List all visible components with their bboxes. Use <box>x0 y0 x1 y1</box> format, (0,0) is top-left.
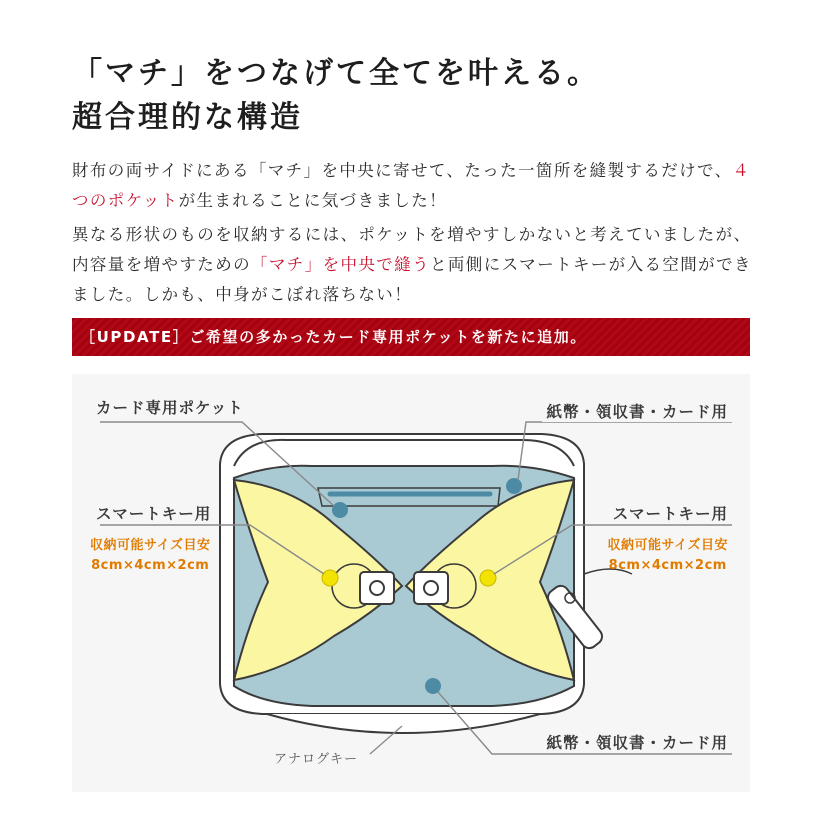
label-bills-top: 紙幣・領収書・カード用 <box>542 400 732 422</box>
size-guide-right <box>608 536 728 576</box>
wallet-structure-diagram <box>72 374 750 792</box>
label-card-pocket: カード専用ポケット <box>92 396 248 418</box>
left-smartkey-marker <box>322 570 338 586</box>
right-zipper-pull <box>414 572 448 604</box>
paragraph-2-text-a: 異なる形状のものを収納するには、ポケットを増やすしかないと考えていましたが、内容量を増やすための <box>72 225 752 274</box>
right-smartkey-marker <box>480 570 496 586</box>
paragraph-1-text-a: 財布の両サイドにある「マチ」を中央に寄せて、たった一箇所を縫製するだけで、 <box>72 161 733 180</box>
card-pocket-slot <box>318 488 500 506</box>
size-guide-right-size: 8cm×4cm×2cm <box>608 558 727 573</box>
label-smartkey-left: スマートキー用 <box>92 502 215 524</box>
paragraph-2-text-b: と両側にスマートキーが入る空間ができました。しかも、中身がこぼれ落ちない！ <box>72 255 752 304</box>
left-zipper-pull <box>360 572 394 604</box>
label-bills-bottom: 紙幣・領収書・カード用 <box>542 731 732 753</box>
title-line-2: 超合理的な構造 <box>72 100 303 135</box>
update-banner-text: ［UPDATE］ご希望の多かったカード専用ポケットを新たに追加。 <box>80 328 588 346</box>
card-pocket-marker <box>332 502 348 518</box>
paragraph-2-highlight: 「マチ」を中央で縫う <box>251 255 430 274</box>
label-analog-key: アナログキー <box>270 748 362 767</box>
label-smartkey-right: スマートキー用 <box>609 502 732 524</box>
intro-paragraph-2 <box>72 220 762 310</box>
size-guide-right-title: 収納可能サイズ目安 <box>607 538 728 553</box>
title-line-1: 「マチ」をつなげて全てを叶える。 <box>72 56 600 91</box>
paragraph-1-text-b: が生まれることに気づきました！ <box>178 191 448 210</box>
intro-paragraph-1 <box>72 156 762 216</box>
bottom-bills-marker <box>425 678 441 694</box>
paragraph-1-highlight: ４つのポケット <box>72 161 751 210</box>
size-guide-left-title: 収納可能サイズ目安 <box>90 538 211 553</box>
top-bills-marker <box>506 478 522 494</box>
size-guide-left-size: 8cm×4cm×2cm <box>91 558 210 573</box>
update-banner <box>72 318 750 356</box>
wallet-illustration <box>72 374 750 792</box>
size-guide-left <box>90 536 210 576</box>
wallet-bottom-edge <box>267 714 540 733</box>
page-title <box>72 52 600 140</box>
